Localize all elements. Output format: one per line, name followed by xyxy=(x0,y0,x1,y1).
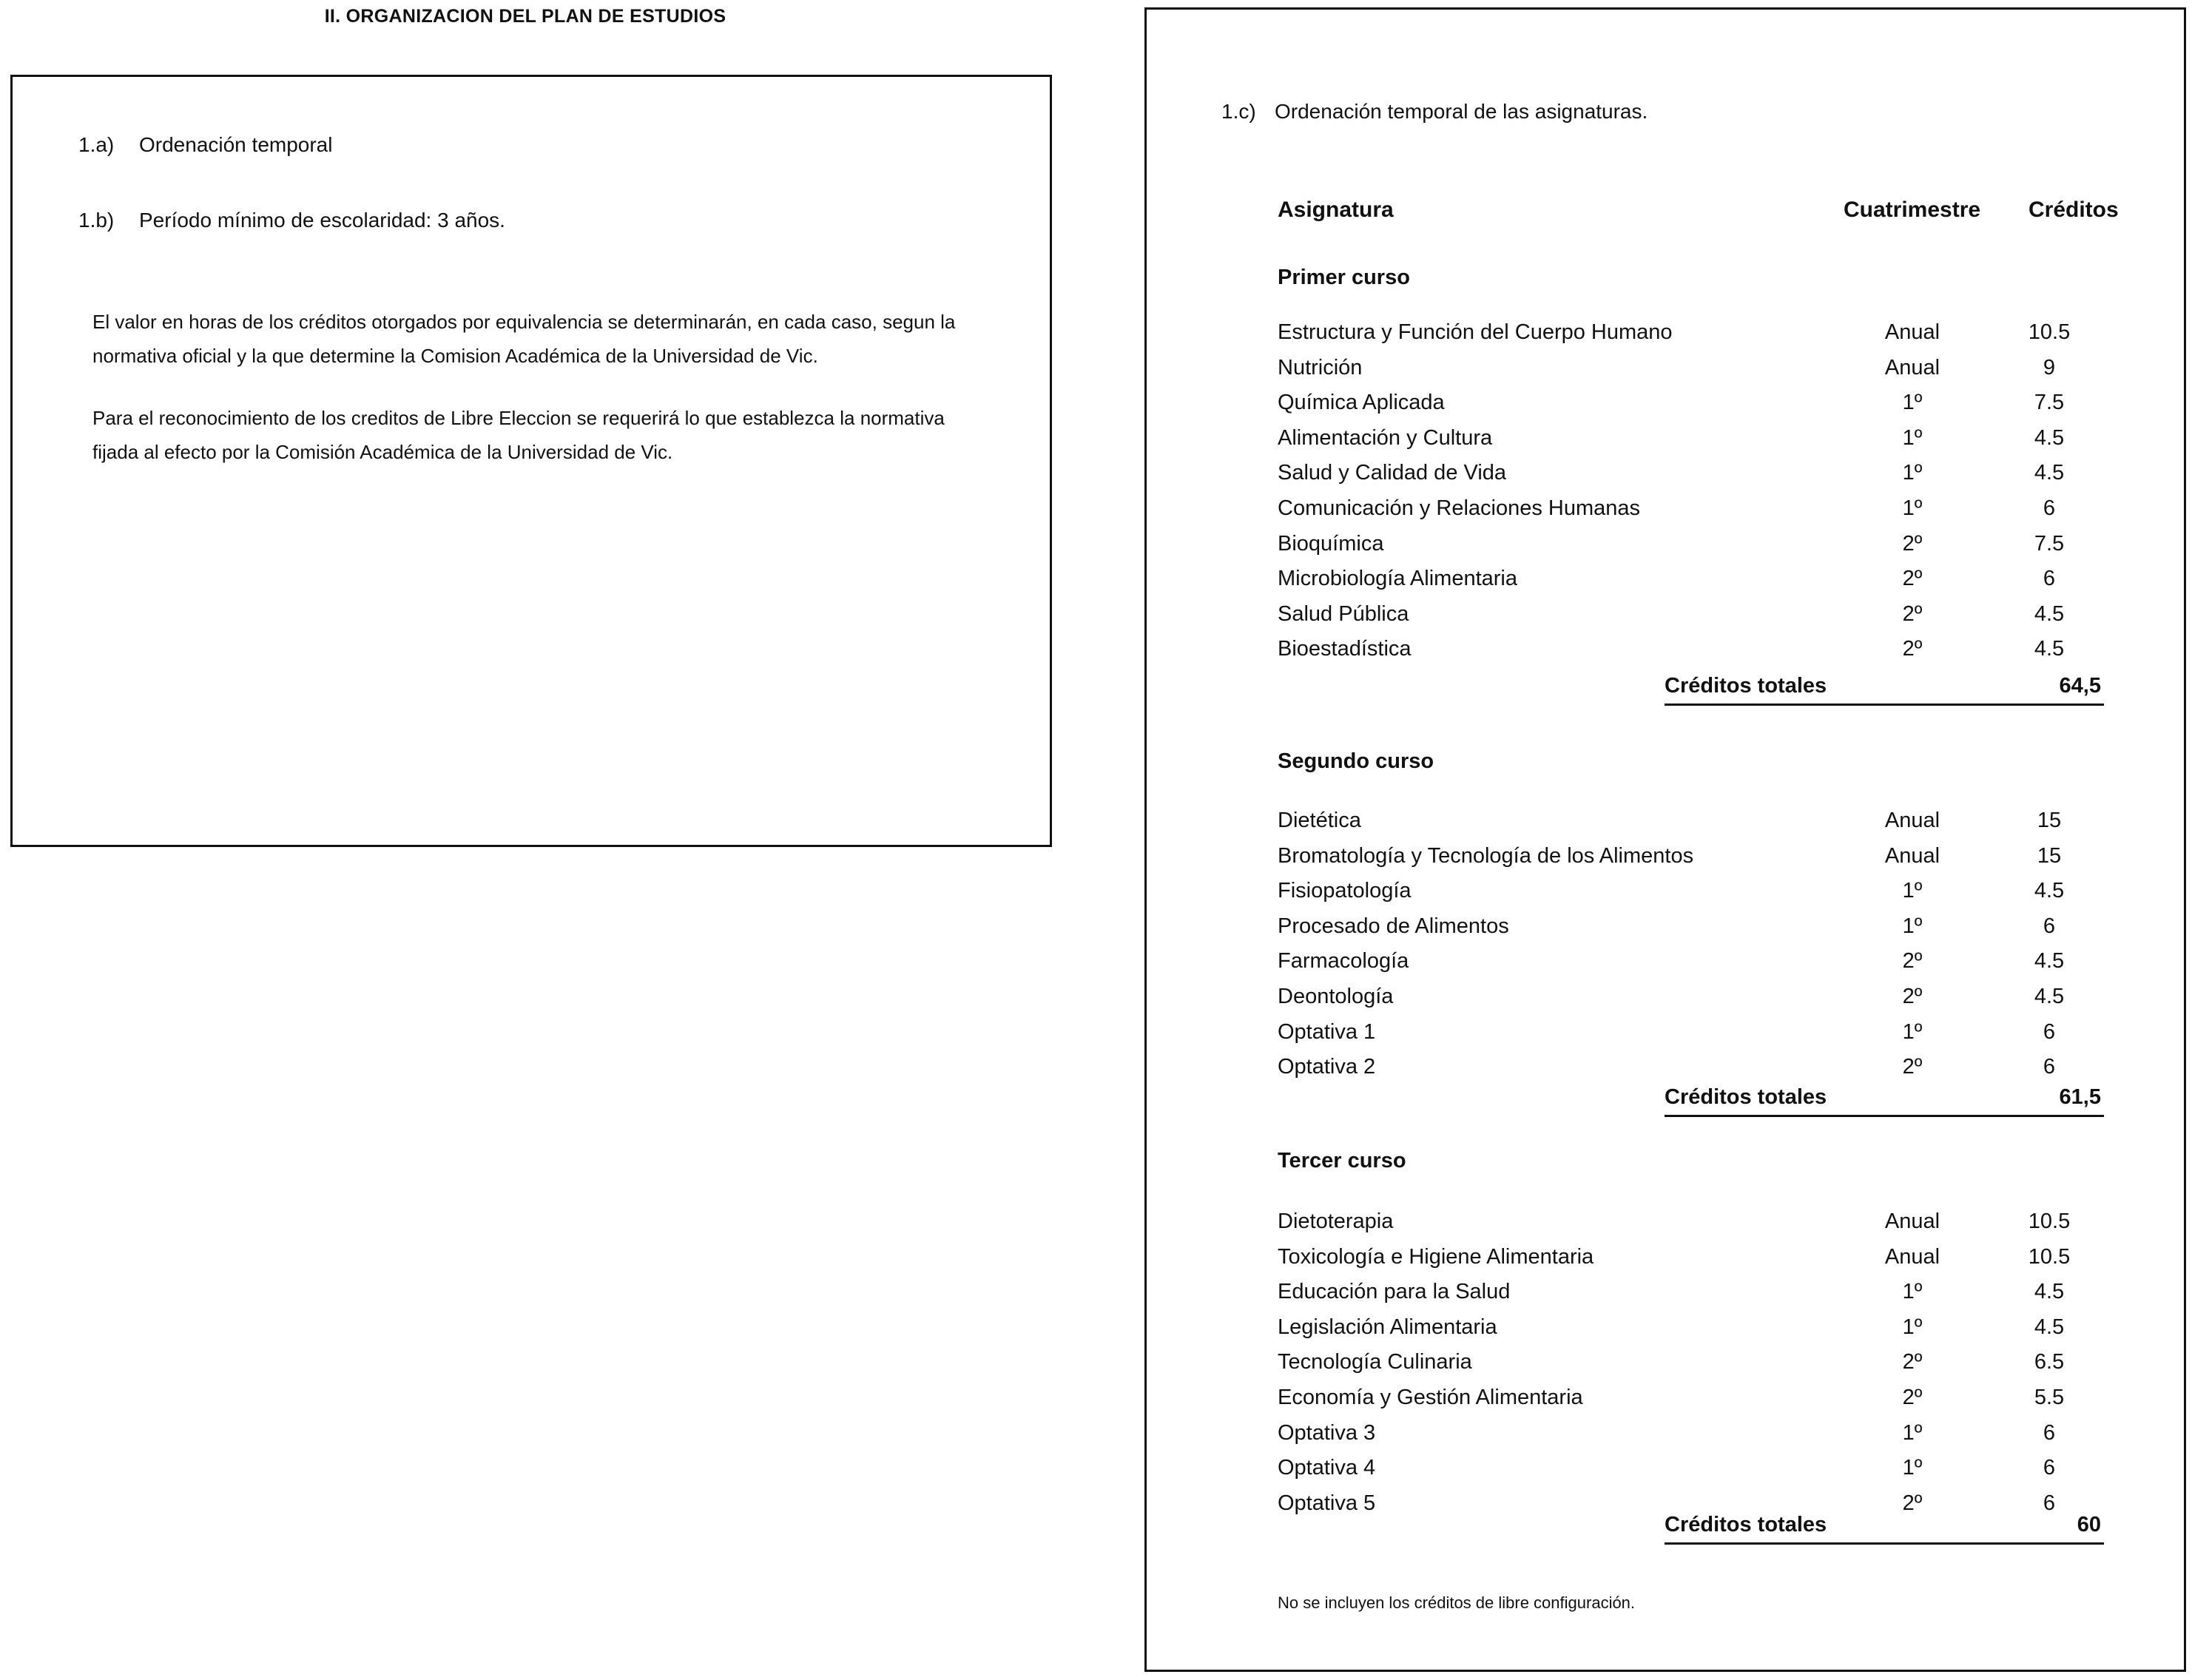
credits-cell: 7.5 xyxy=(2034,391,2065,415)
item-1b xyxy=(78,209,505,232)
subject-cell: Educación para la Salud xyxy=(1278,1280,1511,1304)
subject-cell: Bioquímica xyxy=(1278,531,1384,556)
table-row xyxy=(1147,838,2184,874)
semester-cell: Anual xyxy=(1884,1210,1940,1233)
semester-cell: 2º xyxy=(1902,1055,1923,1079)
page-title: II. ORGANIZACION DEL PLAN DE ESTUDIOS xyxy=(324,6,726,27)
credits-cell: 4.5 xyxy=(2034,1280,2065,1304)
column-header-subject: Asignatura xyxy=(1278,198,1394,222)
credits-cell: 10.5 xyxy=(2028,320,2071,344)
subject-cell: Dietética xyxy=(1278,809,1361,832)
semester-cell: 1º xyxy=(1902,1019,1923,1044)
subject-cell: Microbiología Alimentaria xyxy=(1278,567,1517,591)
table-row xyxy=(1147,1450,2184,1485)
credits-cell: 5.5 xyxy=(2034,1386,2065,1409)
credits-cell: 10.5 xyxy=(2028,1244,2071,1269)
credits-cell: 4.5 xyxy=(2034,879,2065,903)
subject-cell: Bromatología y Tecnología de los Alimentos xyxy=(1278,843,1694,868)
credits-cell: 4.5 xyxy=(2034,425,2065,450)
total-row xyxy=(1147,1513,2184,1542)
table-row xyxy=(1147,1049,2184,1084)
semester-cell: 1º xyxy=(1902,496,1923,520)
left-panel xyxy=(10,75,1052,847)
credits-cell: 6 xyxy=(2043,1055,2056,1079)
total-underline xyxy=(1665,1542,2104,1545)
total-label: Créditos totales xyxy=(1665,674,1827,698)
subject-cell: Fisiopatología xyxy=(1278,879,1412,903)
subject-cell: Estructura y Función del Cuerpo Humano xyxy=(1278,320,1673,344)
paragraph-free-choice-credits: Para el reconocimiento de los creditos de Libre Eleccion se requerirá lo que establezca la normativa fijada al efecto por la Comisión Académica de la Universidad de Vic. xyxy=(92,407,945,463)
credits-cell: 6 xyxy=(2043,914,2056,938)
table-row xyxy=(1147,1309,2184,1345)
subject-cell: Nutrición xyxy=(1278,355,1363,379)
credits-cell: 4.5 xyxy=(2034,985,2065,1008)
credits-cell: 6 xyxy=(2043,1420,2056,1445)
course-title: Segundo curso xyxy=(1278,749,1434,773)
semester-cell: 2º xyxy=(1902,601,1923,626)
semester-cell: Anual xyxy=(1884,1244,1940,1269)
table-row xyxy=(1147,596,2184,632)
semester-cell: 2º xyxy=(1902,1350,1923,1374)
table-row xyxy=(1147,420,2184,456)
subject-cell: Toxicología e Higiene Alimentaria xyxy=(1278,1244,1594,1269)
table-row xyxy=(1147,908,2184,944)
credits-cell: 10.5 xyxy=(2028,1210,2071,1233)
table-row xyxy=(1147,943,2184,979)
total-row xyxy=(1147,674,2184,704)
table-row xyxy=(1147,1344,2184,1380)
total-underline xyxy=(1665,704,2104,706)
credits-cell: 6 xyxy=(2043,1456,2056,1480)
semester-cell: 1º xyxy=(1902,391,1923,415)
semester-cell: 1º xyxy=(1902,1315,1923,1339)
subject-cell: Optativa 3 xyxy=(1278,1420,1376,1445)
subject-cell: Procesado de Alimentos xyxy=(1278,914,1509,938)
semester-cell: 2º xyxy=(1902,985,1923,1008)
semester-cell: 2º xyxy=(1902,637,1923,661)
table-row xyxy=(1147,873,2184,908)
paragraph-equivalence-hours: El valor en horas de los créditos otorgados por equivalencia se determinarán, en cada caso, segun la normativa oficial y la que determine la Comision Académica de la Universidad de Vic. xyxy=(92,311,956,367)
total-value: 61,5 xyxy=(2059,1085,2101,1109)
item-1c-number: 1.c) xyxy=(1221,100,1256,123)
credits-cell: 6.5 xyxy=(2034,1350,2065,1374)
subject-cell: Bioestadística xyxy=(1278,637,1412,661)
subject-cell: Tecnología Culinaria xyxy=(1278,1350,1472,1374)
item-1b-number: 1.b) xyxy=(78,209,115,232)
credits-cell: 6 xyxy=(2043,496,2056,520)
semester-cell: Anual xyxy=(1884,320,1940,344)
semester-cell: Anual xyxy=(1884,355,1940,379)
credits-cell: 6 xyxy=(2043,1491,2056,1515)
total-label: Créditos totales xyxy=(1665,1085,1827,1109)
table-row xyxy=(1147,631,2184,667)
semester-cell: 1º xyxy=(1902,1456,1923,1480)
item-1b-text: Período mínimo de escolaridad: 3 años. xyxy=(139,209,505,232)
table-row xyxy=(1147,1204,2184,1239)
subject-cell: Optativa 5 xyxy=(1278,1491,1376,1515)
semester-cell: Anual xyxy=(1884,809,1940,832)
table-row xyxy=(1147,803,2184,838)
table-row xyxy=(1147,1239,2184,1275)
item-1a-text: Ordenación temporal xyxy=(139,133,333,156)
semester-cell: 2º xyxy=(1902,567,1923,591)
subject-cell: Alimentación y Cultura xyxy=(1278,425,1493,450)
total-value: 64,5 xyxy=(2059,674,2101,698)
semester-cell: 2º xyxy=(1902,1386,1923,1409)
semester-cell: 2º xyxy=(1902,949,1923,974)
column-header-credits: Créditos xyxy=(2029,198,2119,222)
subject-cell: Legislación Alimentaria xyxy=(1278,1315,1497,1339)
table-row xyxy=(1147,1380,2184,1415)
subject-cell: Salud Pública xyxy=(1278,601,1409,626)
credits-cell: 4.5 xyxy=(2034,461,2065,485)
table-row xyxy=(1147,455,2184,490)
table-row xyxy=(1147,1415,2184,1451)
table-row xyxy=(1147,979,2184,1014)
total-row xyxy=(1147,1085,2184,1115)
semester-cell: 1º xyxy=(1902,1420,1923,1445)
subject-cell: Optativa 2 xyxy=(1278,1055,1376,1079)
item-1a-number: 1.a) xyxy=(78,133,115,156)
semester-cell: 1º xyxy=(1902,914,1923,938)
item-1a xyxy=(78,133,332,157)
table-row xyxy=(1147,1014,2184,1050)
item-1c xyxy=(1221,100,1648,124)
semester-cell: 2º xyxy=(1902,531,1923,556)
credits-cell: 4.5 xyxy=(2034,949,2065,974)
table-row xyxy=(1147,1274,2184,1309)
table-row xyxy=(1147,526,2184,561)
subject-cell: Optativa 1 xyxy=(1278,1019,1376,1044)
table-row xyxy=(1147,314,2184,350)
credits-cell: 4.5 xyxy=(2034,601,2065,626)
item-1c-text: Ordenación temporal de las asignaturas. xyxy=(1275,100,1648,123)
semester-cell: 2º xyxy=(1902,1491,1923,1515)
semester-cell: 1º xyxy=(1902,425,1923,450)
subject-cell: Dietoterapia xyxy=(1278,1210,1394,1233)
credits-cell: 4.5 xyxy=(2034,1315,2065,1339)
subject-cell: Farmacología xyxy=(1278,949,1409,974)
total-label: Créditos totales xyxy=(1665,1513,1827,1536)
subject-cell: Deontología xyxy=(1278,985,1394,1008)
credits-cell: 9 xyxy=(2043,355,2056,379)
subject-cell: Optativa 4 xyxy=(1278,1456,1376,1480)
right-panel xyxy=(1144,7,2186,1672)
subject-cell: Salud y Calidad de Vida xyxy=(1278,461,1507,485)
table-row xyxy=(1147,350,2184,385)
credits-cell: 7.5 xyxy=(2034,531,2065,556)
semester-cell: 1º xyxy=(1902,1280,1923,1304)
table-row xyxy=(1147,561,2184,596)
credits-cell: 4.5 xyxy=(2034,637,2065,661)
credits-cell: 15 xyxy=(2037,809,2062,832)
footnote: No se incluyen los créditos de libre configuración. xyxy=(1278,1593,1636,1612)
total-value: 60 xyxy=(2077,1513,2101,1536)
subject-cell: Comunicación y Relaciones Humanas xyxy=(1278,496,1641,520)
semester-cell: 1º xyxy=(1902,461,1923,485)
column-header-semester: Cuatrimestre xyxy=(1844,198,1981,222)
course-title: Primer curso xyxy=(1278,266,1410,289)
subject-cell: Química Aplicada xyxy=(1278,391,1445,415)
semester-cell: 1º xyxy=(1902,879,1923,903)
credits-cell: 6 xyxy=(2043,567,2056,591)
table-row xyxy=(1147,385,2184,420)
course-title: Tercer curso xyxy=(1278,1149,1406,1173)
semester-cell: Anual xyxy=(1884,843,1940,868)
credits-cell: 6 xyxy=(2043,1019,2056,1044)
credits-cell: 15 xyxy=(2037,843,2062,868)
total-underline xyxy=(1665,1115,2104,1117)
table-row xyxy=(1147,490,2184,526)
subject-cell: Economía y Gestión Alimentaria xyxy=(1278,1386,1583,1409)
